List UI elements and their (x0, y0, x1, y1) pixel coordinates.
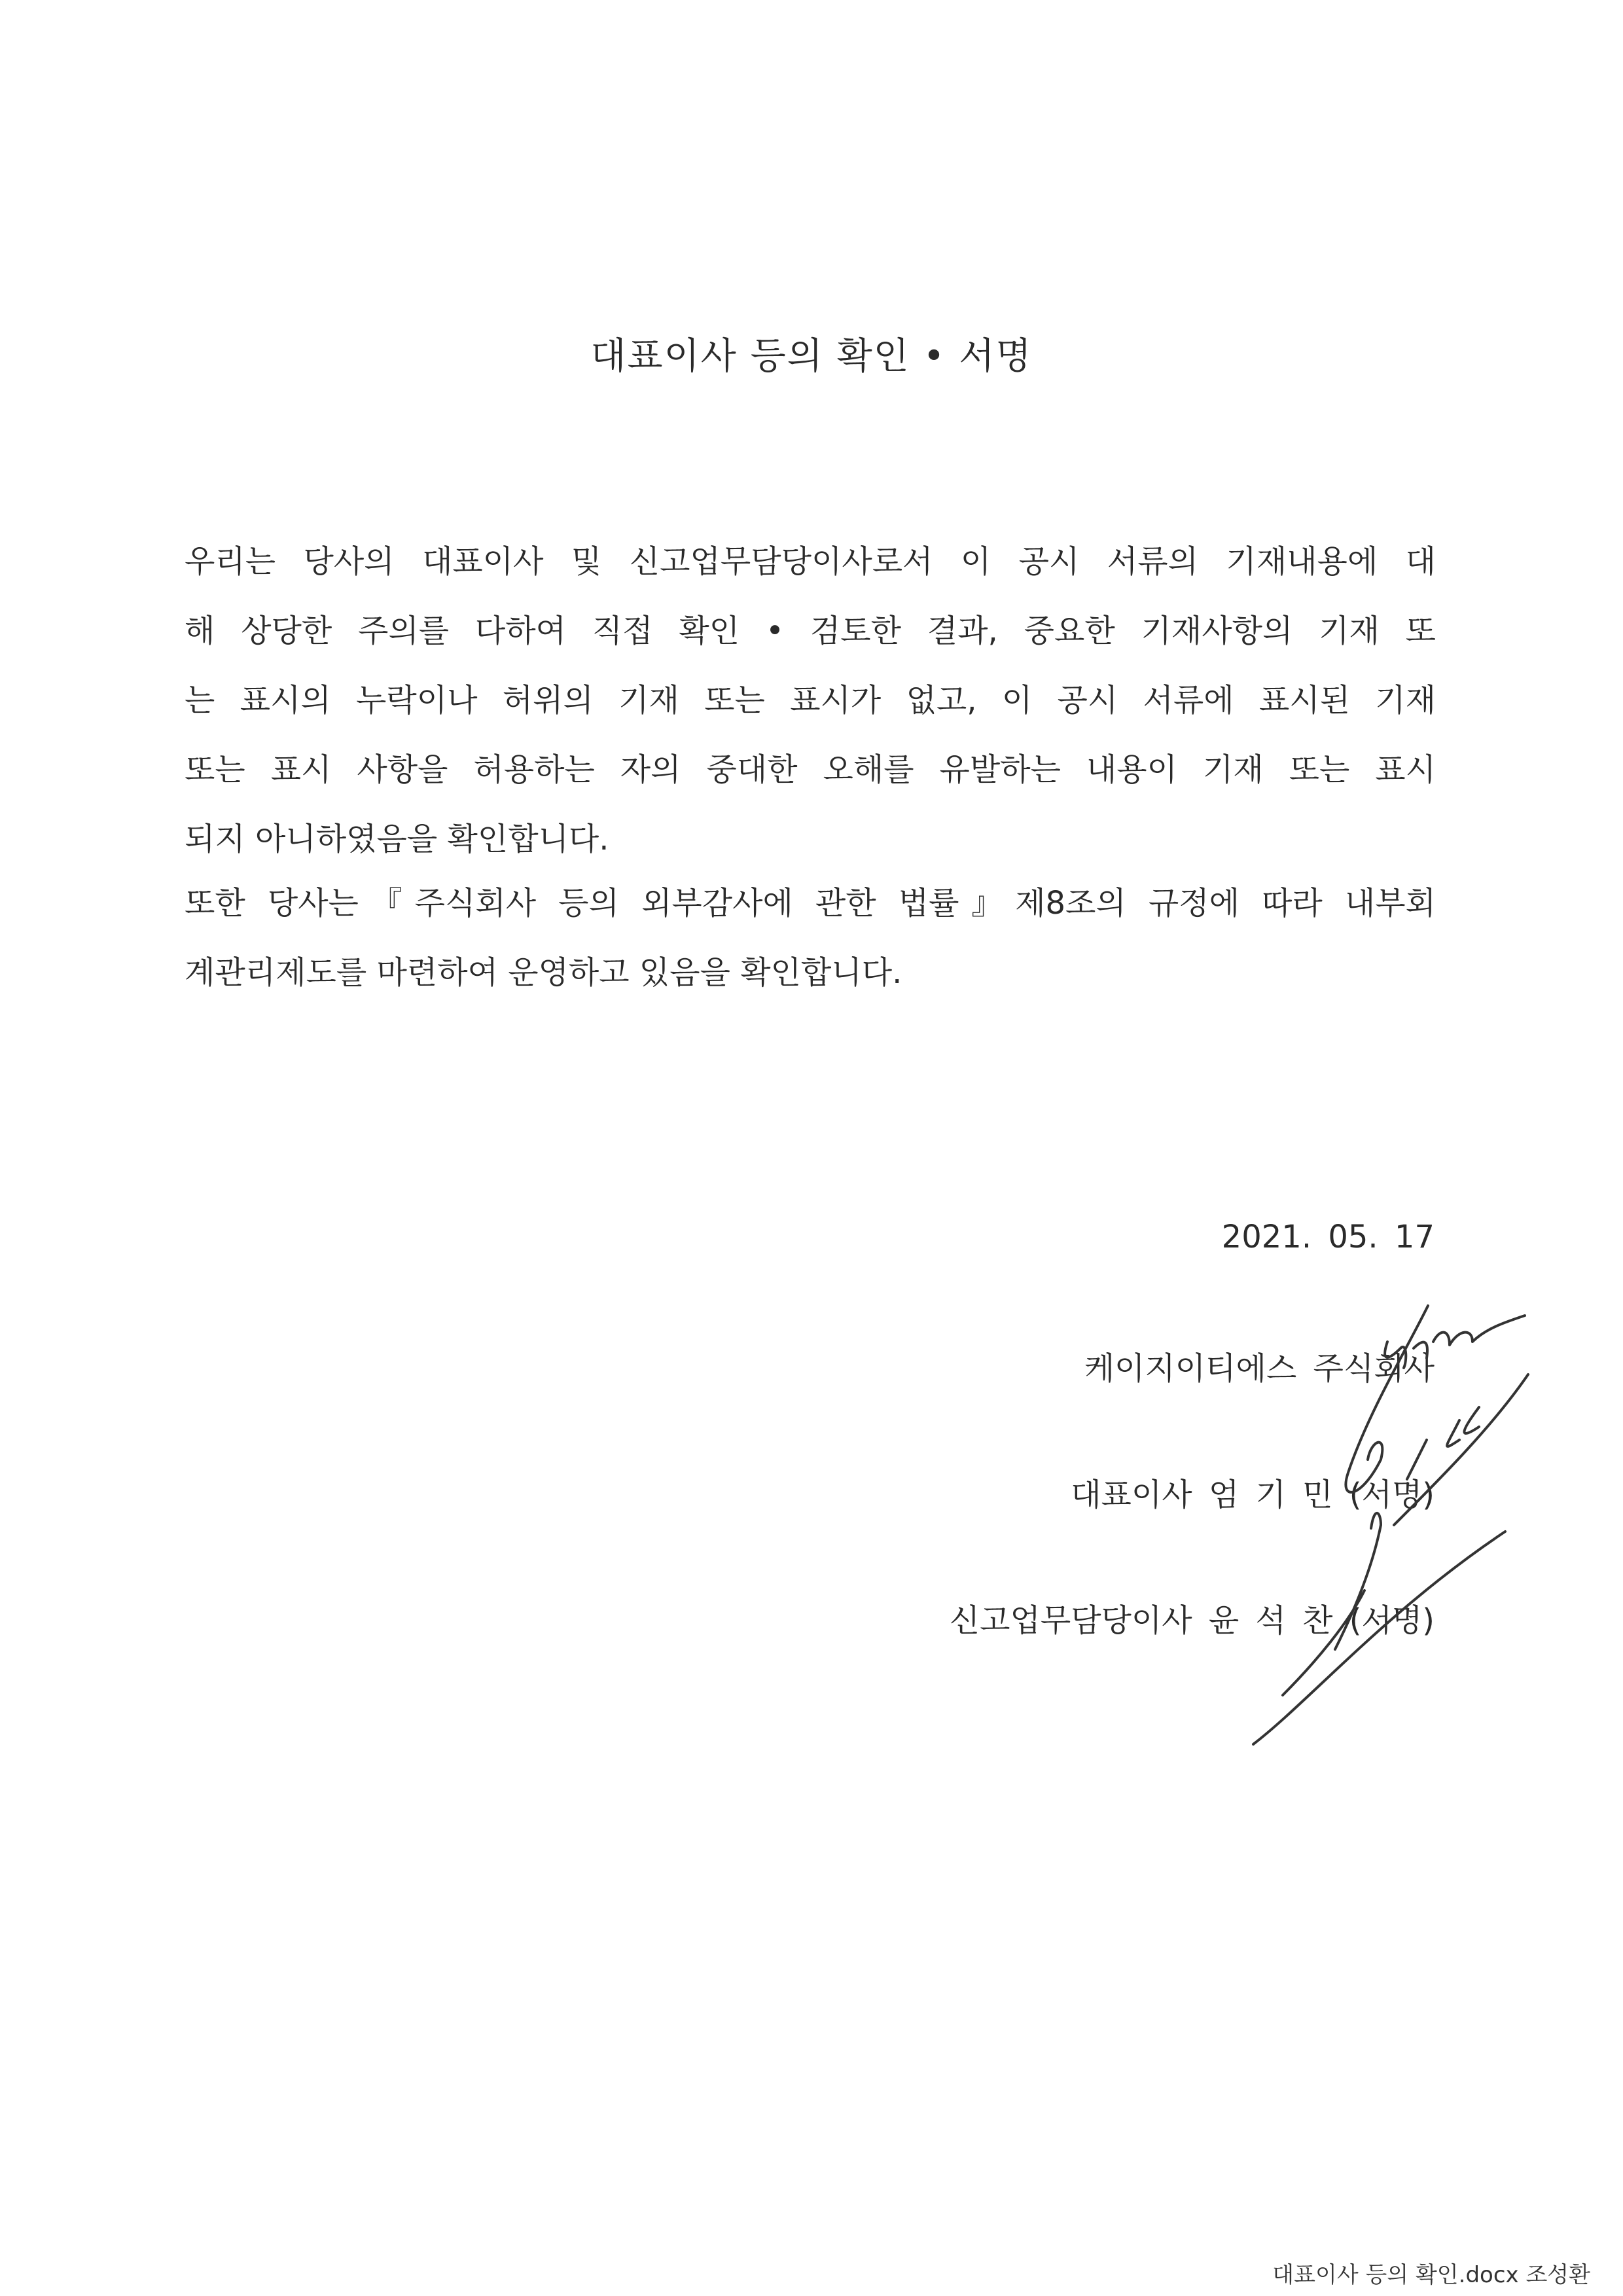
paragraph-confirmation (185, 527, 1436, 874)
text-line: 또는 표시 사항을 허용하는 자의 중대한 오해를 유발하는 내용이 기재 또는 표시 (185, 751, 1436, 788)
officer-signature-line: 신고업무담당이사 윤 석 찬 (서명) (949, 1602, 1435, 1639)
ceo-signature (1346, 1306, 1525, 1492)
text-line: 계관리제도를 마련하여 운영하고 있음을 확인합니다. (185, 954, 902, 991)
file-footer: 대표이사 등의 확인.docx 조성환 (1272, 2262, 1590, 2288)
officer-signature (1253, 1374, 1528, 1744)
paragraph-internal-control (185, 869, 1436, 1007)
text-line: 또한 당사는『주식회사 등의 외부감사에 관한 법률』제8조의 규정에 따라 내부회 (185, 885, 1436, 922)
text-line: 우리는 당사의 대표이사 및 신고업무담당이사로서 이 공시 서류의 기재내용에 대 (185, 543, 1436, 580)
text-line: 해 상당한 주의를 다하여 직접 확인 • 검토한 결과, 중요한 기재사항의 기재 또 (185, 613, 1436, 649)
text-line: 되지 아니하였음을 확인합니다. (185, 821, 609, 857)
document-date: 2021. 05. 17 (1221, 1219, 1435, 1255)
ceo-signature-line: 대표이사 엄 기 민 (서명) (1071, 1477, 1435, 1513)
text-line: 는 표시의 누락이나 허위의 기재 또는 표시가 없고, 이 공시 서류에 표시된 기재 (185, 682, 1436, 719)
company-name: 케이지이티에스 주식회사 (1084, 1350, 1435, 1387)
document-title: 대표이사 등의 확인 • 서명 (590, 335, 1033, 378)
